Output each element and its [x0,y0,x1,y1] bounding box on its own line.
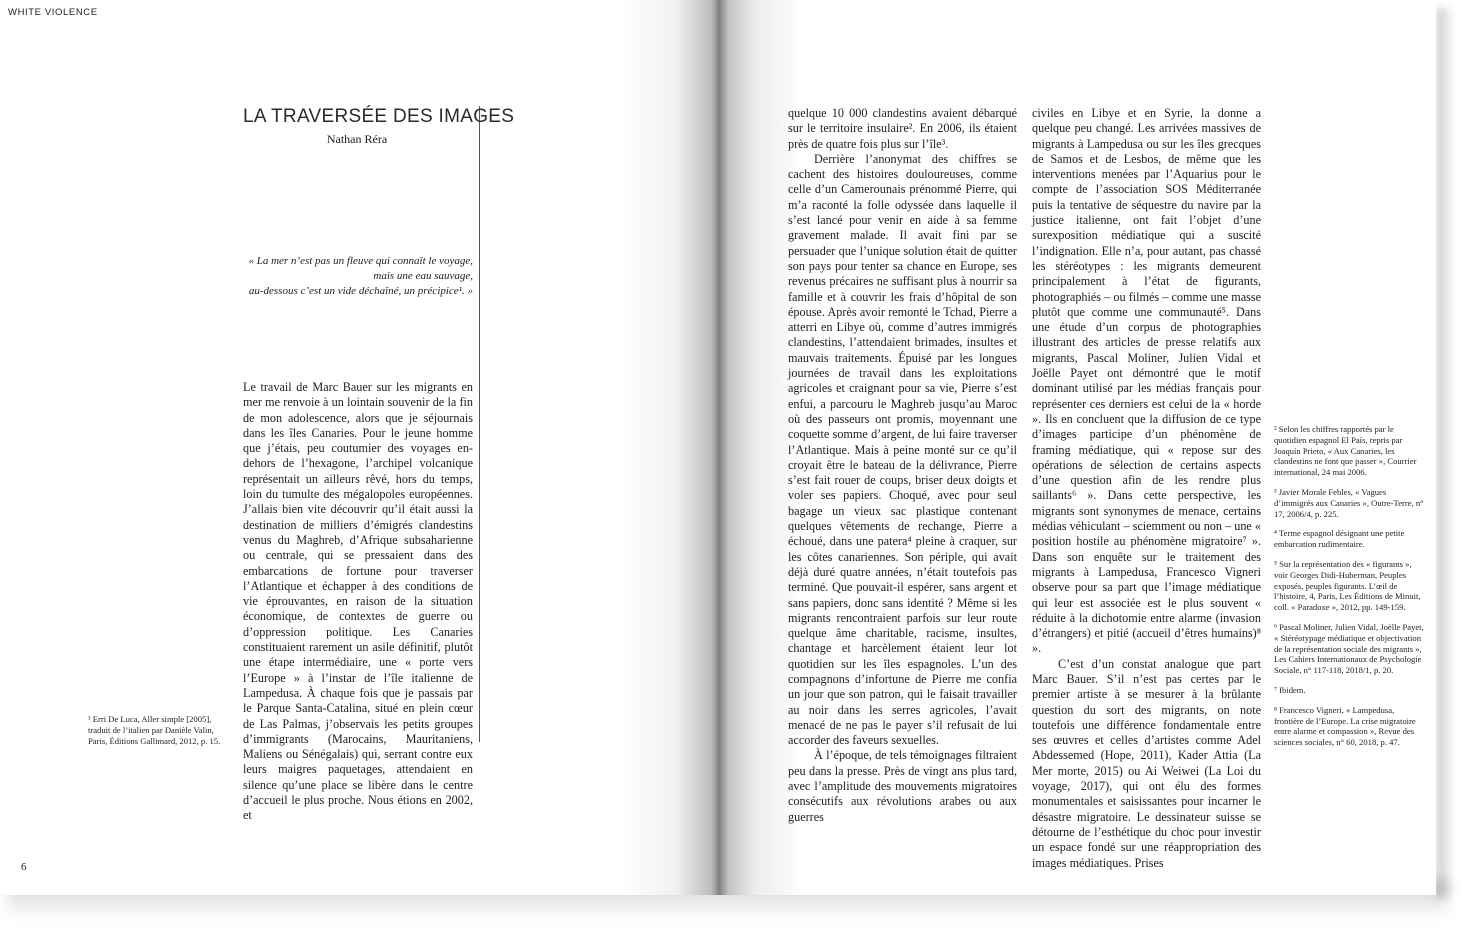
footnote: ⁶ Pascal Moliner, Julien Vidal, Joëlle Payet, « Stéréotypage médiatique et objectivation de la représentation sociale des migrants », Les Cahiers Internationaux de Psychologie Sociale, n° 117-118, 2018/1, p. 20. [1274,621,1424,676]
epigraph-line: mais une eau sauvage, [373,270,473,282]
left-page [0,0,718,895]
footnote: ³ Javier Morale Febles, « Vagues d’immigrés aux Canaries », Outre-Terre, n° 17, 2006/4, p. 225. [1274,486,1424,519]
article-title: LA TRAVERSÉE DES IMAGES [243,106,515,127]
paragraph: civiles en Libye et en Syrie, la donne a quelque peu changé. Les arrivées massives de migrants à Lampedusa ou sur les îles grecques de Samos et de Lesbos, de même que les interventions menées par l’Aquarius pour le compte de l’association SOS Méditerranée puis la tentative de séquestre du navire par la justice italienne, ont fait l’objet d’une surexposition médiatique qui a suscité l’indignation. Elle n’a, pour autant, pas chassé les stéréotypes : les migrants demeurent principalement à l’état de figurants, photographiés – ou filmés – comme une masse plutôt que comme une communauté⁵. Dans une étude d’un corpus de photographies illustrant des articles de presse relatifs aux migrants, Pascal Moliner, Julien Vidal et Joëlle Payet ont démontré que le motif dominant utilisé par les médias français pour représenter ces derniers est celui de la « horde ». Ils en concluent que la diffusion de ce type d’images participe d’un phénomène de framing médiatique, qui « repose sur des opérations de sélection de certains aspects d’une question afin de les rendre plus saillants⁶ ». Dans cette perspective, les migrants sont synonymes de menace, certains médias véhiculant – sciemment ou non – une « position hostile au phénomène migratoire⁷ ». Dans son enquête sur le traitement des migrants à Lampedusa, Francesco Vigneri observe pour sa part que l’image médiatique qui leur est associée est le plus souvent « réduite à la dichotomie entre alarme (invasion d’étrangers) et pitié (accueil d’êtres humains)⁸ ». [1032,106,1261,656]
article-author: Nathan Réra [326,132,388,146]
footnote: ⁴ Terme espagnol désignant une petite embarcation rudimentaire. [1274,528,1405,550]
footnote: ⁵ Sur la représentation des « figurants », voir Georges Didi-Huberman, Peuples exposés, peuples figurants. L’œil de l’histoire, 4, Paris, Les Éditions de Minuit, coll. « Paradoxe », 2012, pp. 149-159. [1274,558,1421,613]
paragraph: Derrière l’anonymat des chiffres se cachent des histoires douloureuses, comme celle d’un Camerounais prénommé Pierre, qui m’a raconté la folle odyssée dans laquelle il s’est lancé pour venir en aide à sa femme gravement malade. Il avait fini par se persuader que l’unique solution était de quitter son pays pour tenter sa chance en Europe, ses revenus précaires ne suffisant plus à nourrir sa famille et à couvrir les frais d’hôpital de son épouse. Après avoir remonté le Tchad, Pierre a atterri en Libye où, comme d’autres immigrés clandestins, l’attendaient brimades, insultes et mauvais traitements. Épuisé par les longues journées de travail dans les exploitations agricoles et craignant pour sa vie, Pierre s’est enfui, a parcouru le Maghreb jusqu’au Maroc où des passeurs ont promis, moyennant une coquette somme d’argent, de lui faire traverser l’Atlantique. Mais à peine monté sur ce qu’il croyait être le bateau de la délivrance, Pierre s’est fait rouer de coups, briser deux doigts et voler ses papiers. Choqué, avec pour seul bagage un vieux sac plastique contenant quelques vêtements de rechange, Pierre a échoué, dans une patera⁴ pleine à craquer, sur les côtes canariennes. Son périple, qui avait déjà duré quatre années, n’était toutefois pas terminé. Que pouvait-il espérer, sans argent et sans papiers, donc sans identité ? Même si les migrants rencontraient parfois sur leur route quelque âme charitable, racisme, insultes, chantage et harcèlement étaient leur lot quotidien sur les îles espagnoles. L’un des compagnons d’infortune de Pierre me confia un jour que son patron, qui le faisait travailler au noir dans les serres agricoles, l’avait menacé de ne pas le payer s’il refusait de lui accorder des faveurs sexuelles. [788,151,1017,748]
footnote: ⁷ Ibidem. [1274,684,1306,695]
footnotes-right [1274,424,1424,757]
body-column-right-1 [788,106,1017,825]
paragraph: C’est d’un constat analogue que part Marc Bauer. S’il n’est pas certes par le premier artiste à se mesurer à la brûlante question du sort des migrants, on note toutefois une différence fondamentale entre ses œuvres et celles d’artistes comme Adel Abdessemed (Hope, 2011), Kader Attia (La Mer morte, 2015) ou Ai Weiwei (La Loi du voyage, 2017), qui ont élu des formes monumentales et saisissantes pour incarner le désastre migratoire. Le dessinateur suisse se détourne de l’esthétique du choc pour investir un espace fondé sur une réappropriation des images médiatiques. Prises [1032,656,1261,870]
paragraph: Le travail de Marc Bauer sur les migrants en mer me renvoie à un lointain souvenir de la fin de mon adolescence, alors que je séjournais dans les îles Canaries. Pour le jeune homme que j’étais, peu coutumier des voyages en-dehors de l’hexagone, l’archipel volcanique représentait un ailleurs rêvé, hors du temps, loin du tumulte des mégalopoles européennes. J’allais bien vite découvrir qu’il était aussi la destination de milliers d’émigrés clandestins venus du Maghreb, d’Afrique subsaharienne ou centrale, qui se pressaient dans des embarcations de fortune pour traverser l’Atlantique et échapper à des conditions de vie éprouvantes, en raison de la situation économique, de contextes de guerre ou d’oppression politique. Les Canaries constituaient rarement un asile définitif, plutôt une étape intermédiaire, une « porte vers l’Europe » à l’instar de l’île italienne de Lampedusa. À chaque fois que je passais par le Parque Santa-Catalina, situé en plein cœur de Las Palmas, j’observais les petits groupes d’immigrants (Marocains, Mauritaniens, Maliens ou Sénégalais) qui, serrant contre eux leurs maigres paquetages, attendaient en silence qu’une place se libère dans le centre d’accueil le plus proche. Nous étions en 2002, et [243,380,473,823]
running-head: WHITE VIOLENCE [8,7,98,18]
footnote: ⁸ Francesco Vigneri, « Lampedusa, frontière de l’Europe. La crise migratoire entre alarme et compassion », Revue des sciences sociales, n° 60, 2018, p. 47. [1274,704,1416,748]
paragraph: À l’époque, de tels témoignages filtraient peu dans la presse. Près de vingt ans plus tard, avec l’amplitude des mouvements migratoires consécutifs aux révolutions arabes ou aux guerres [788,748,1017,824]
body-column-right-2 [1032,106,1261,871]
epigraph-line: « La mer n’est pas un fleuve qui connaît le voyage, [248,255,473,267]
page-number: 6 [21,861,27,873]
footnote: ¹ Erri De Luca, Aller simple [2005], traduit de l’italien par Danièle Valin, Paris, Éditions Gallimard, 2012, p. 15. [88,714,221,746]
page-shadow-right [1436,8,1454,898]
epigraph-line: au-dessous c’est un vide déchaîné, un précipice¹. » [248,285,473,297]
body-column-left [243,380,473,824]
footnotes-left [88,714,232,746]
footnote: ² Selon les chiffres rapportés par le quotidien espagnol El País, repris par Joaquín Prieto, « Aux Canaries, les clandestins ne font que passer », Courrier international, 24 mai 2006. [1274,424,1417,478]
paragraph: quelque 10 000 clandestins avaient débarqué sur le territoire insulaire². En 2006, ils étaient près de quatre fois plus sur l’île³. [788,106,1017,151]
epigraph [235,254,473,299]
